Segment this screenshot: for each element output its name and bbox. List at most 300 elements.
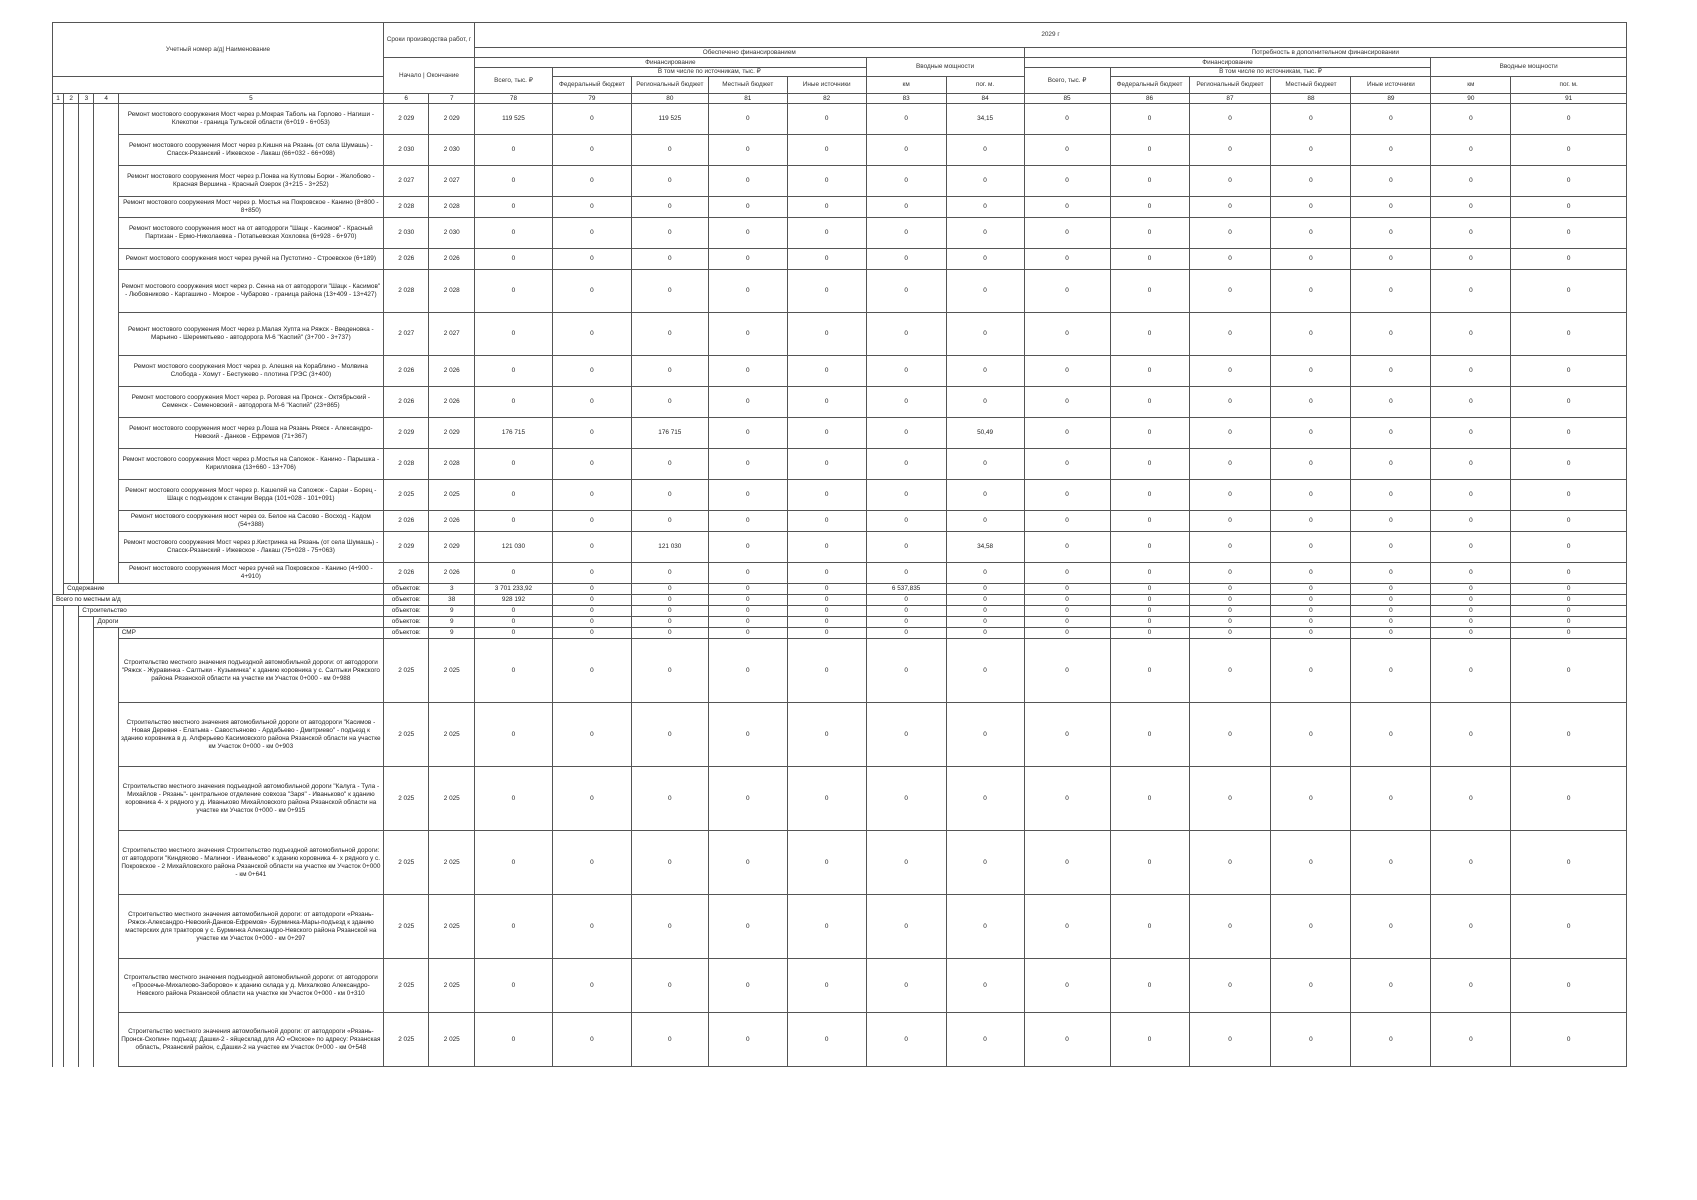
value-cell: 0	[1110, 703, 1189, 767]
value-cell: 0	[631, 166, 708, 197]
value-cell: 0	[1110, 313, 1189, 356]
value-cell: 0	[1511, 511, 1627, 532]
object-name: Ремонт мостового сооружения Мост через р.Мостья на Сапожок - Канино - Парышка - Кирилловка (13+660 - 13+706)	[118, 449, 383, 480]
value-cell: 0	[1110, 218, 1189, 249]
column-number: 6	[383, 94, 429, 104]
value-cell: 0	[1024, 356, 1110, 387]
value-cell: 0	[1189, 418, 1271, 449]
value-cell: 0	[946, 449, 1024, 480]
value-cell: 0	[946, 617, 1024, 628]
value-cell: 0	[1271, 135, 1351, 166]
value-cell: 0	[1271, 449, 1351, 480]
end-year: 2 025	[429, 1013, 475, 1067]
object-name: Строительство местного значения автомобильной дороги: от автодороги «Рязань-Ряжск-Александро-Невский-Данков-Ефремов» -Бурминка-Мары-подъезд к зданию мастерских для тракторов у с. Бурминка Александро-Невского района Рязанской на участке км Участок 0+000 - км 0+297	[118, 895, 383, 959]
value-cell: 0	[787, 449, 866, 480]
value-cell: 0	[631, 449, 708, 480]
value-cell: 0	[1271, 511, 1351, 532]
value-cell: 0	[787, 480, 866, 511]
value-cell: 0	[1024, 584, 1110, 595]
value-cell: 0	[866, 617, 946, 628]
column-number: 5	[118, 94, 383, 104]
financing-table	[52, 22, 1627, 1067]
table-row	[53, 511, 1627, 532]
value-cell: 0	[1189, 1013, 1271, 1067]
value-cell: 0	[787, 166, 866, 197]
header-regional: Региональный бюджет	[631, 77, 708, 94]
value-cell: 0	[552, 628, 631, 639]
table-row	[53, 387, 1627, 418]
value-cell: 0	[1110, 387, 1189, 418]
value-cell: 0	[866, 166, 946, 197]
value-cell: 0	[552, 639, 631, 703]
value-cell: 0	[787, 270, 866, 313]
value-cell: 0	[1271, 249, 1351, 270]
value-cell: 0	[1431, 418, 1511, 449]
value-cell: 0	[1351, 532, 1431, 563]
value-cell: 0	[475, 617, 553, 628]
value-cell: 0	[1351, 617, 1431, 628]
value-cell: 0	[1271, 104, 1351, 135]
value-cell: 0	[1271, 606, 1351, 617]
value-cell: 0	[708, 959, 787, 1013]
value-cell: 0	[1431, 249, 1511, 270]
value-cell: 0	[708, 1013, 787, 1067]
value-cell: 0	[1351, 595, 1431, 606]
summary-row	[53, 628, 1627, 639]
value-cell: 0	[1511, 313, 1627, 356]
value-cell: 0	[1024, 449, 1110, 480]
value-cell: 0	[552, 959, 631, 1013]
value-cell: 0	[708, 418, 787, 449]
value-cell: 0	[946, 639, 1024, 703]
value-cell: 0	[1431, 313, 1511, 356]
object-name: Ремонт мостового сооружения Мост через р.Понва на Кутловы Борки - Желобово - Красная Вершина - Красный Озерок (3+215 - 3+252)	[118, 166, 383, 197]
value-cell: 0	[1431, 197, 1511, 218]
value-cell: 50,49	[946, 418, 1024, 449]
column-number: 78	[475, 94, 553, 104]
value-cell: 0	[552, 595, 631, 606]
start-year: 2 028	[383, 197, 429, 218]
value-cell: 0	[1511, 480, 1627, 511]
start-year: 2 026	[383, 387, 429, 418]
value-cell: 0	[475, 895, 553, 959]
column-number: 83	[866, 94, 946, 104]
value-cell: 0	[1351, 418, 1431, 449]
column-number: 88	[1271, 94, 1351, 104]
value-cell: 0	[552, 135, 631, 166]
value-cell: 0	[708, 480, 787, 511]
value-cell: 0	[708, 218, 787, 249]
value-cell: 0	[1110, 532, 1189, 563]
objects-unit: объектов:	[383, 617, 429, 628]
value-cell: 0	[1024, 1013, 1110, 1067]
value-cell: 0	[631, 595, 708, 606]
value-cell: 0	[1189, 313, 1271, 356]
column-number: 82	[787, 94, 866, 104]
value-cell: 0	[1431, 703, 1511, 767]
value-cell: 0	[552, 449, 631, 480]
value-cell: 0	[1189, 584, 1271, 595]
value-cell: 0	[1110, 767, 1189, 831]
value-cell: 0	[1024, 959, 1110, 1013]
value-cell: 0	[552, 895, 631, 959]
header-federal-2: Федеральный бюджет	[1110, 77, 1189, 94]
value-cell: 0	[1189, 703, 1271, 767]
value-cell: 0	[866, 135, 946, 166]
value-cell: 0	[946, 584, 1024, 595]
table-row	[53, 197, 1627, 218]
end-year: 2 029	[429, 532, 475, 563]
value-cell: 0	[1431, 166, 1511, 197]
value-cell: 0	[866, 703, 946, 767]
value-cell: 0	[787, 563, 866, 584]
value-cell: 0	[1024, 595, 1110, 606]
value-cell: 0	[787, 617, 866, 628]
column-number: 81	[708, 94, 787, 104]
value-cell: 0	[1351, 166, 1431, 197]
value-cell: 0	[475, 135, 553, 166]
value-cell: 0	[1189, 532, 1271, 563]
value-cell: 0	[631, 135, 708, 166]
summary-row	[53, 584, 1627, 595]
value-cell: 3 701 233,92	[475, 584, 553, 595]
header-pog-m: пог. м.	[946, 77, 1024, 94]
value-cell: 0	[1271, 584, 1351, 595]
value-cell: 0	[1024, 135, 1110, 166]
value-cell: 34,15	[946, 104, 1024, 135]
value-cell: 0	[631, 249, 708, 270]
header-start-end: Начало | Окончание	[383, 58, 474, 94]
value-cell: 0	[1431, 511, 1511, 532]
value-cell: 0	[1511, 628, 1627, 639]
objects-count: 38	[429, 595, 475, 606]
header-federal: Федеральный бюджет	[552, 77, 631, 94]
column-number: 90	[1431, 94, 1511, 104]
value-cell: 0	[475, 449, 553, 480]
value-cell: 0	[787, 197, 866, 218]
value-cell: 0	[708, 135, 787, 166]
value-cell: 0	[946, 831, 1024, 895]
column-number: 79	[552, 94, 631, 104]
value-cell: 0	[787, 218, 866, 249]
value-cell: 0	[1271, 532, 1351, 563]
value-cell: 0	[1024, 418, 1110, 449]
value-cell: 0	[1511, 639, 1627, 703]
objects-unit: объектов:	[383, 628, 429, 639]
value-cell: 0	[1351, 606, 1431, 617]
end-year: 2 028	[429, 197, 475, 218]
value-cell: 0	[631, 480, 708, 511]
value-cell: 0	[1189, 639, 1271, 703]
value-cell: 0	[787, 1013, 866, 1067]
objects-count: 9	[429, 617, 475, 628]
value-cell: 0	[866, 480, 946, 511]
value-cell: 0	[1271, 895, 1351, 959]
value-cell: 0	[1189, 480, 1271, 511]
value-cell: 0	[1271, 387, 1351, 418]
value-cell: 0	[1189, 218, 1271, 249]
value-cell: 6 537,835	[866, 584, 946, 595]
value-cell: 0	[1351, 831, 1431, 895]
table-row	[53, 563, 1627, 584]
section-label: Строительство	[79, 606, 384, 617]
end-year: 2 030	[429, 135, 475, 166]
table-row	[53, 313, 1627, 356]
column-number: 7	[429, 94, 475, 104]
header-by-sources-2: В том числе по источникам, тыс. ₽	[1110, 68, 1431, 77]
value-cell: 0	[1110, 639, 1189, 703]
value-cell: 0	[1024, 532, 1110, 563]
value-cell: 0	[708, 617, 787, 628]
end-year: 2 025	[429, 831, 475, 895]
value-cell: 0	[1189, 563, 1271, 584]
value-cell: 0	[1351, 197, 1431, 218]
value-cell: 0	[1351, 563, 1431, 584]
value-cell: 0	[787, 511, 866, 532]
column-number: 80	[631, 94, 708, 104]
header-name: Учетный номер а/д| Наименование	[53, 23, 384, 77]
value-cell: 0	[631, 959, 708, 1013]
value-cell: 0	[946, 767, 1024, 831]
value-cell: 0	[475, 313, 553, 356]
value-cell: 0	[552, 197, 631, 218]
value-cell: 0	[1431, 959, 1511, 1013]
value-cell: 0	[475, 197, 553, 218]
section-label: Дороги	[94, 617, 383, 628]
value-cell: 0	[946, 511, 1024, 532]
value-cell: 34,58	[946, 532, 1024, 563]
value-cell: 0	[708, 584, 787, 595]
budget-sheet	[52, 22, 1627, 1067]
value-cell: 0	[1511, 584, 1627, 595]
value-cell: 0	[866, 959, 946, 1013]
value-cell: 0	[1271, 959, 1351, 1013]
value-cell: 0	[1189, 831, 1271, 895]
start-year: 2 029	[383, 104, 429, 135]
value-cell: 0	[1024, 703, 1110, 767]
value-cell: 0	[787, 606, 866, 617]
value-cell: 0	[1271, 270, 1351, 313]
header-local-2: Местный бюджет	[1271, 77, 1351, 94]
object-name: Ремонт мостового сооружения мост через ручей на Пустотино - Строевское (6+189)	[118, 249, 383, 270]
object-name: Ремонт мостового сооружения Мост через р. Роговая на Пронск - Октябрьский - Семенск - Семеновский - автодорога М-6 "Каспий" (23+865)	[118, 387, 383, 418]
start-year: 2 025	[383, 639, 429, 703]
value-cell: 0	[475, 606, 553, 617]
end-year: 2 026	[429, 356, 475, 387]
value-cell: 0	[1189, 166, 1271, 197]
value-cell: 0	[1351, 449, 1431, 480]
value-cell: 0	[1024, 218, 1110, 249]
value-cell: 0	[946, 166, 1024, 197]
end-year: 2 028	[429, 449, 475, 480]
start-year: 2 030	[383, 218, 429, 249]
value-cell: 0	[552, 511, 631, 532]
value-cell: 0	[1431, 270, 1511, 313]
value-cell: 928 192	[475, 595, 553, 606]
object-name: Строительство местного значения Строительство подъездной автомобильной дороги: от автодороги "Киндяково - Малинки - Иваньково" к зданию коровника 4- х рядного у с. Покровское - 2 Михайловского района Рязанской области на участке км Участок 0+000 - км 0+641	[118, 831, 383, 895]
value-cell: 0	[1271, 418, 1351, 449]
value-cell: 0	[1351, 249, 1431, 270]
value-cell: 0	[1351, 104, 1431, 135]
value-cell: 0	[946, 387, 1024, 418]
value-cell: 0	[866, 628, 946, 639]
value-cell: 0	[866, 418, 946, 449]
value-cell: 0	[946, 197, 1024, 218]
value-cell: 119 525	[631, 104, 708, 135]
value-cell: 0	[946, 135, 1024, 166]
value-cell: 0	[1351, 895, 1431, 959]
value-cell: 0	[787, 135, 866, 166]
section-label: Содержание	[64, 584, 384, 595]
header-capacity-2: Вводные мощности	[1431, 58, 1627, 77]
value-cell: 0	[631, 218, 708, 249]
header-km: км	[866, 77, 946, 94]
value-cell: 0	[1110, 584, 1189, 595]
objects-count: 3	[429, 584, 475, 595]
value-cell: 0	[631, 387, 708, 418]
value-cell: 0	[946, 703, 1024, 767]
value-cell: 0	[708, 104, 787, 135]
header-need-additional: Потребность в дополнительном финансировании	[1024, 48, 1626, 58]
column-number: 91	[1511, 94, 1627, 104]
value-cell: 0	[1189, 959, 1271, 1013]
objects-count: 9	[429, 606, 475, 617]
value-cell: 0	[1431, 135, 1511, 166]
start-year: 2 027	[383, 313, 429, 356]
objects-unit: объектов:	[383, 606, 429, 617]
value-cell: 0	[1189, 249, 1271, 270]
value-cell: 0	[708, 313, 787, 356]
value-cell: 0	[1110, 606, 1189, 617]
value-cell: 0	[1431, 563, 1511, 584]
column-number: 1	[53, 94, 64, 104]
column-number: 85	[1024, 94, 1110, 104]
header-total: Всего, тыс. ₽	[475, 68, 553, 94]
value-cell: 0	[552, 532, 631, 563]
value-cell: 0	[708, 532, 787, 563]
value-cell: 0	[946, 606, 1024, 617]
value-cell: 0	[1024, 767, 1110, 831]
value-cell: 0	[787, 356, 866, 387]
value-cell: 0	[475, 511, 553, 532]
value-cell: 0	[1110, 480, 1189, 511]
column-number: 4	[94, 94, 118, 104]
value-cell: 0	[946, 895, 1024, 959]
table-body	[53, 94, 1627, 1067]
value-cell: 0	[787, 639, 866, 703]
value-cell: 119 525	[475, 104, 553, 135]
value-cell: 0	[946, 1013, 1024, 1067]
end-year: 2 030	[429, 218, 475, 249]
value-cell: 0	[552, 1013, 631, 1067]
table-row	[53, 218, 1627, 249]
value-cell: 0	[1511, 703, 1627, 767]
value-cell: 0	[552, 313, 631, 356]
value-cell: 0	[475, 480, 553, 511]
column-number: 84	[946, 94, 1024, 104]
end-year: 2 029	[429, 104, 475, 135]
value-cell: 0	[1024, 197, 1110, 218]
object-name: Ремонт мостового сооружения Мост через р.Малая Хупта на Ряжск - Введеновка - Марьино - Шереметьево - автодорога М-6 "Каспий" (3+700 - 3+737)	[118, 313, 383, 356]
value-cell: 0	[946, 313, 1024, 356]
value-cell: 0	[631, 584, 708, 595]
table-row	[53, 418, 1627, 449]
section-label: Всего по местным а/д	[53, 595, 384, 606]
value-cell: 0	[708, 197, 787, 218]
value-cell: 0	[1511, 197, 1627, 218]
value-cell: 0	[787, 959, 866, 1013]
start-year: 2 027	[383, 166, 429, 197]
value-cell: 0	[1351, 313, 1431, 356]
value-cell: 0	[1511, 270, 1627, 313]
value-cell: 0	[475, 831, 553, 895]
value-cell: 0	[1024, 387, 1110, 418]
value-cell: 0	[1110, 595, 1189, 606]
value-cell: 0	[1511, 606, 1627, 617]
value-cell: 0	[708, 606, 787, 617]
value-cell: 0	[708, 166, 787, 197]
value-cell: 0	[1024, 628, 1110, 639]
value-cell: 0	[475, 639, 553, 703]
object-name: Ремонт мостового сооружения мост на от автодороги "Шацк - Касимов" - Красный Партизан - Ермо-Николаевка - Потапьевская Хохловка (6+928 - 6+970)	[118, 218, 383, 249]
value-cell: 0	[1110, 959, 1189, 1013]
object-name: Строительство местного значения подъездной автомобильной дороги: от автодороги "Ряжск - Журавинка - Салтыки - Кузьминка" к зданию коровника у с. Салтыки Ряжского района Рязанской области на участке км Участок 0+000 - км 0+988	[118, 639, 383, 703]
start-year: 2 025	[383, 767, 429, 831]
value-cell: 0	[866, 511, 946, 532]
value-cell: 0	[1110, 104, 1189, 135]
value-cell: 0	[552, 480, 631, 511]
start-year: 2 029	[383, 418, 429, 449]
value-cell: 0	[1024, 639, 1110, 703]
value-cell: 0	[1511, 595, 1627, 606]
value-cell: 0	[1024, 249, 1110, 270]
object-name: Ремонт мостового сооружения Мост через ручей на Покровское - Канино (4+900 - 4+910)	[118, 563, 383, 584]
value-cell: 176 715	[475, 418, 553, 449]
value-cell: 0	[1024, 166, 1110, 197]
value-cell: 0	[1189, 387, 1271, 418]
value-cell: 0	[552, 218, 631, 249]
value-cell: 0	[708, 511, 787, 532]
header-other-2: Иные источники	[1351, 77, 1431, 94]
value-cell: 0	[866, 639, 946, 703]
value-cell: 0	[866, 895, 946, 959]
start-year: 2 030	[383, 135, 429, 166]
value-cell: 0	[631, 606, 708, 617]
value-cell: 0	[1511, 532, 1627, 563]
objects-count: 9	[429, 628, 475, 639]
header-provided: Обеспечено финансированием	[475, 48, 1025, 58]
value-cell: 0	[1110, 1013, 1189, 1067]
value-cell: 0	[708, 703, 787, 767]
value-cell: 0	[552, 584, 631, 595]
column-numbers-row	[53, 94, 1627, 104]
header-capacity: Вводные мощности	[866, 58, 1024, 77]
start-year: 2 026	[383, 356, 429, 387]
value-cell: 0	[631, 1013, 708, 1067]
value-cell: 0	[1511, 895, 1627, 959]
table-row	[53, 104, 1627, 135]
value-cell: 0	[475, 387, 553, 418]
column-number: 3	[79, 94, 94, 104]
value-cell: 0	[475, 356, 553, 387]
value-cell: 0	[946, 218, 1024, 249]
value-cell: 0	[1110, 617, 1189, 628]
value-cell: 0	[1351, 1013, 1431, 1067]
object-name: Ремонт мостового сооружения мост через р. Сенна на от автодороги "Шацк - Касимов" - Любовниково - Каргашино - Мокрое - Чубарово - граница района (13+409 - 13+427)	[118, 270, 383, 313]
value-cell: 0	[1189, 767, 1271, 831]
value-cell: 0	[946, 628, 1024, 639]
value-cell: 0	[708, 767, 787, 831]
